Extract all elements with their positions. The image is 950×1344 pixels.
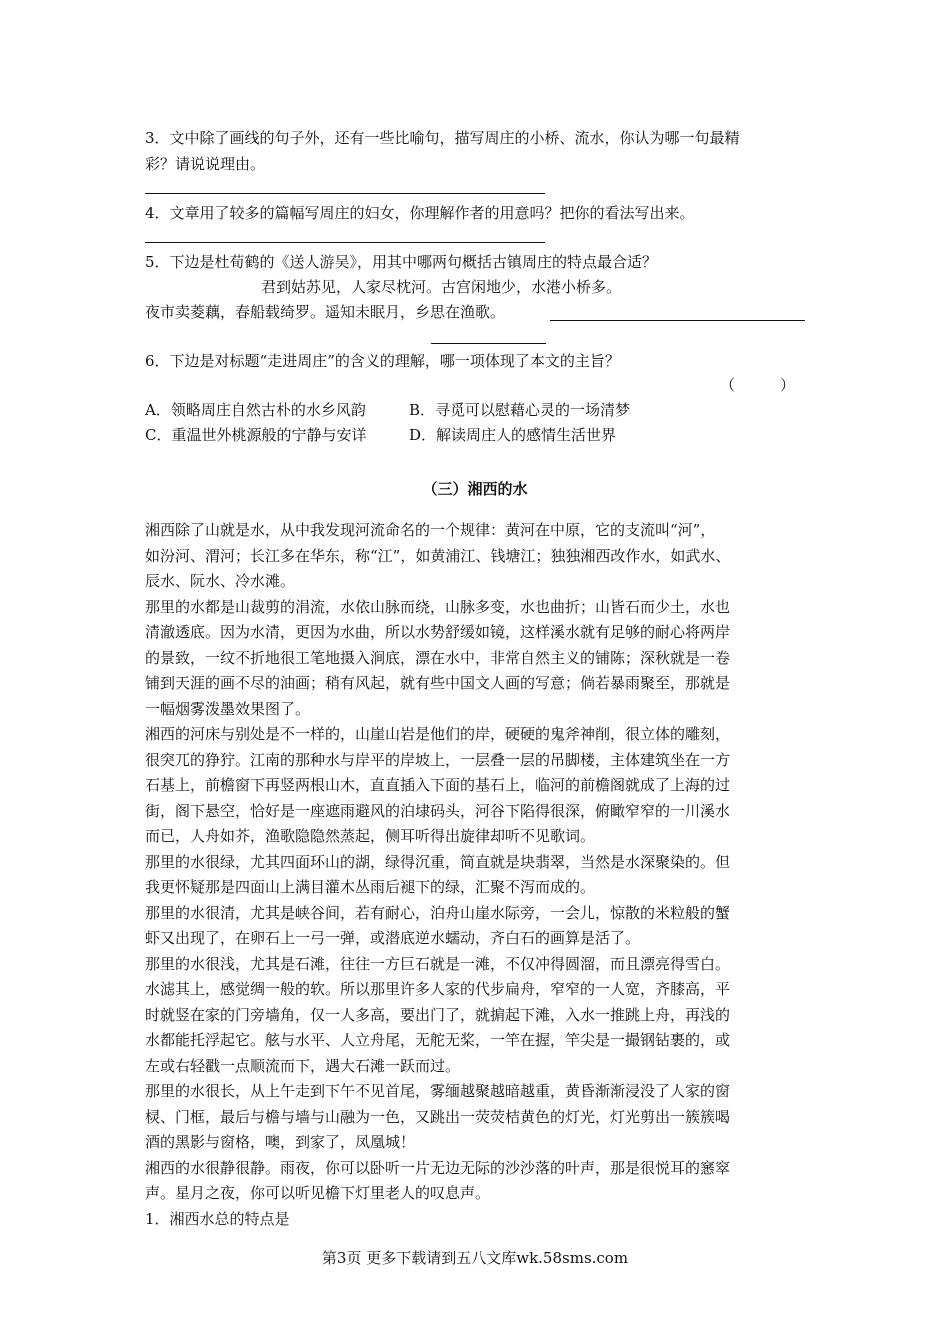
passage-line: 水都能托浮起它。舷与水平、人立舟尾，无舵无桨，一竿在握，竿尖是一撮钢钻裹的，或 bbox=[145, 1031, 731, 1049]
passage-line: 如汾河、渭河；长江多在华东，称“江”，如黄浦江、钱塘江；独独湘西改作水，如武水、 bbox=[145, 546, 731, 565]
passage-line: 很突兀的狰狞。江南的那种水与岸平的岸坡上，一层叠一层的吊脚楼，主体建筑坐在一方 bbox=[145, 750, 731, 769]
q5-poem-line1: 君到姑苏见，人家尽枕河。古宫闲地少，水港小桥多。 bbox=[261, 278, 622, 296]
passage-line: 那里的水都是山裁剪的涓流，水依山脉而绕，山脉多变，水也曲折；山皆石而少土，水也 bbox=[145, 597, 731, 616]
q4-text: 4．文章用了较多的篇幅写周庄的妇女，你理解作者的用意吗？把你的看法写出来。 bbox=[145, 204, 695, 222]
q5-text: 5．下边是杜荀鹤的《送人游吴》，用其中哪两句概括古镇周庄的特点最合适？ bbox=[145, 253, 658, 271]
passage-line: 那里的水很长，从上午走到下午不见首尾，雾缅越聚越暗越重，黄昏渐渐浸没了人家的窗 bbox=[145, 1082, 731, 1100]
q6-option-a: A．领略周庄自然古朴的水乡风韵 bbox=[145, 401, 366, 419]
q3-line2: 彩？请说说理由。 bbox=[145, 155, 266, 173]
q6-option-c: C．重温世外桃源般的宁静与安详 bbox=[145, 426, 367, 444]
q6-option-b: B．寻觅可以慰藉心灵的一场清梦 bbox=[409, 401, 631, 419]
passage-line: 水滤其上，感觉绸一般的软。所以那里许多人家的代步扁舟，窄窄的一人宽，齐膝高，平 bbox=[145, 980, 731, 998]
passage-line: 石基上，前檐窗下再竖两根山木，直直插入下面的基石上，临河的前檐阁就成了上海的过 bbox=[145, 776, 731, 794]
passage-line: 左或右轻戳一点顺流而下，遇大石滩一跃而过。 bbox=[145, 1056, 461, 1075]
section-title: （三）湘西的水 bbox=[422, 480, 528, 498]
answer-line-q5a bbox=[550, 320, 805, 321]
passage-line: 1．湘西水总的特点是 bbox=[145, 1209, 290, 1228]
passage-line: 棂、门框，最后与檐与墙与山融为一色，又跳出一荧荧桔黄色的灯光，灯光剪出一簇簇喝 bbox=[145, 1107, 731, 1126]
q6-answer-bracket: （ ） bbox=[720, 376, 796, 394]
passage-line: 那里的水很清，尤其是峡谷间，若有耐心，泊舟山崖水际旁，一会儿，惊散的米粒般的蟹 bbox=[145, 903, 731, 922]
passage-line: 虾又出现了，在卵石上一弓一弹，或潜底逆水蠕动，齐白石的画算是活了。 bbox=[145, 929, 641, 947]
passage-line: 铺到天涯的画不尽的油画；稍有风起，就有些中国文人画的写意；倘若暴雨聚至，那就是 bbox=[145, 674, 731, 692]
answer-line-q4 bbox=[145, 242, 545, 243]
passage-line: 湘西的河床与别处是不一样的，山崖山岩是他们的岸，硬硬的鬼斧神削，很立体的雕刻， bbox=[145, 725, 731, 743]
passage-line: 酒的黑影与窗格，噢，到家了，凤凰城！ bbox=[145, 1133, 416, 1151]
passage-line: 那里的水很绿，尤其四面环山的湖，绿得沉重，简直就是块翡翠，当然是水深聚染的。但 bbox=[145, 852, 731, 871]
q3-line1: 3．文中除了画线的句子外，还有一些比喻句，描写周庄的小桥、流水，你认为哪一句最精 bbox=[145, 129, 740, 147]
page-footer: 第3页 更多下载请到五八文库wk.58sms.com bbox=[321, 1249, 629, 1267]
passage-line: 辰水、阮水、冷水滩。 bbox=[145, 572, 296, 590]
passage-line: 我更怀疑那是四面山上满目灌木丛雨后褪下的绿，汇聚不泻而成的。 bbox=[145, 878, 596, 896]
passage-line: 声。星月之夜，你可以听见檐下灯里老人的叹息声。 bbox=[145, 1184, 491, 1202]
passage-line: 湘西的水很静很静。雨夜，你可以卧听一片无边无际的沙沙落的叶声，那是很悦耳的窸窣 bbox=[145, 1158, 731, 1177]
passage-line: 时就竖在家的门旁墙角，仅一人多高，要出门了，就掮起下滩，入水一推跳上舟，再浅的 bbox=[145, 1005, 731, 1024]
passage-line: 的景致，一纹不折地很工笔地摄入涧底，漂在水中，非常自然主义的铺陈；深秋就是一卷 bbox=[145, 648, 731, 667]
passage-line: 湘西除了山就是水，从中我发现河流命名的一个规律：黄河在中原，它的支流叫“河”， bbox=[145, 521, 716, 539]
passage-line: 清澈透底。因为水清，更因为水曲，所以水势舒缓如镜，这样溪水就有足够的耐心将两岸 bbox=[145, 623, 731, 641]
q6-text: 6．下边是对标题“走进周庄”的含义的理解，哪一项体现了本文的主旨？ bbox=[145, 352, 620, 370]
q5-poem-line2: 夜市卖菱藕，春船载绮罗。遥知未眠月，乡思在渔歌。 bbox=[145, 303, 506, 321]
passage-line: 而已，人舟如芥，渔歌隐隐然蒸起，侧耳听得出旋律却听不见歌词。 bbox=[145, 827, 596, 845]
answer-line-q3 bbox=[145, 193, 545, 194]
passage-line: 那里的水很浅，尤其是石滩，往往一方巨石就是一滩，不仅冲得圆溜，而且漂亮得雪白。 bbox=[145, 954, 731, 973]
passage-line: 街，阁下悬空，恰好是一座遮雨避风的泊埭码头，河谷下陷得很深，俯瞰窄窄的一川溪水 bbox=[145, 801, 731, 820]
passage-line: 一幅烟雾泼墨效果图了。 bbox=[145, 699, 311, 718]
q6-option-d: D．解读周庄人的感情生活世界 bbox=[409, 426, 617, 444]
answer-line-q5b bbox=[431, 343, 546, 344]
